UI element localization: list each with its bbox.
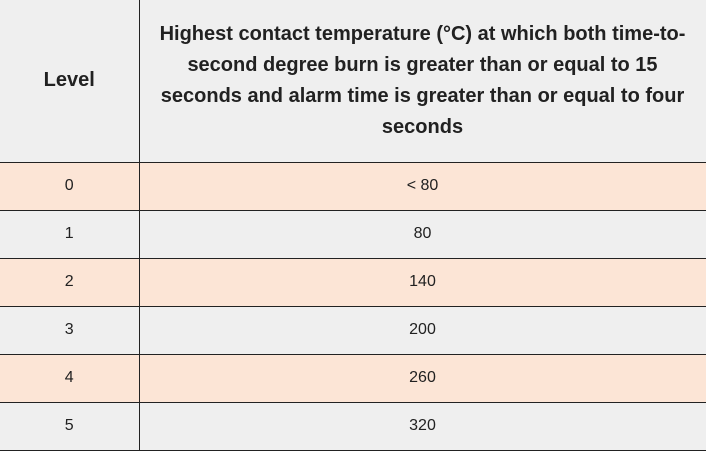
table-row bbox=[0, 162, 706, 210]
header-level: Level bbox=[0, 0, 139, 162]
temperature-cell: 200 bbox=[139, 306, 706, 354]
table-row bbox=[0, 354, 706, 402]
header-temperature: Highest contact temperature (°C) at which both time-to-second degree burn is greater than or equal to 15 seconds and alarm time is greater than or equal to four seconds bbox=[139, 0, 706, 162]
temperature-cell: < 80 bbox=[139, 162, 706, 210]
level-cell: 4 bbox=[0, 354, 139, 402]
level-cell: 2 bbox=[0, 258, 139, 306]
level-cell: 5 bbox=[0, 402, 139, 450]
level-cell: 3 bbox=[0, 306, 139, 354]
table-header bbox=[0, 0, 706, 162]
temperature-cell: 80 bbox=[139, 210, 706, 258]
table-body bbox=[0, 162, 706, 450]
table-row bbox=[0, 306, 706, 354]
table-row bbox=[0, 258, 706, 306]
temperature-cell: 260 bbox=[139, 354, 706, 402]
header-row bbox=[0, 0, 706, 162]
level-cell: 1 bbox=[0, 210, 139, 258]
table-row bbox=[0, 402, 706, 450]
temperature-cell: 140 bbox=[139, 258, 706, 306]
level-cell: 0 bbox=[0, 162, 139, 210]
table-row bbox=[0, 210, 706, 258]
temperature-cell: 320 bbox=[139, 402, 706, 450]
